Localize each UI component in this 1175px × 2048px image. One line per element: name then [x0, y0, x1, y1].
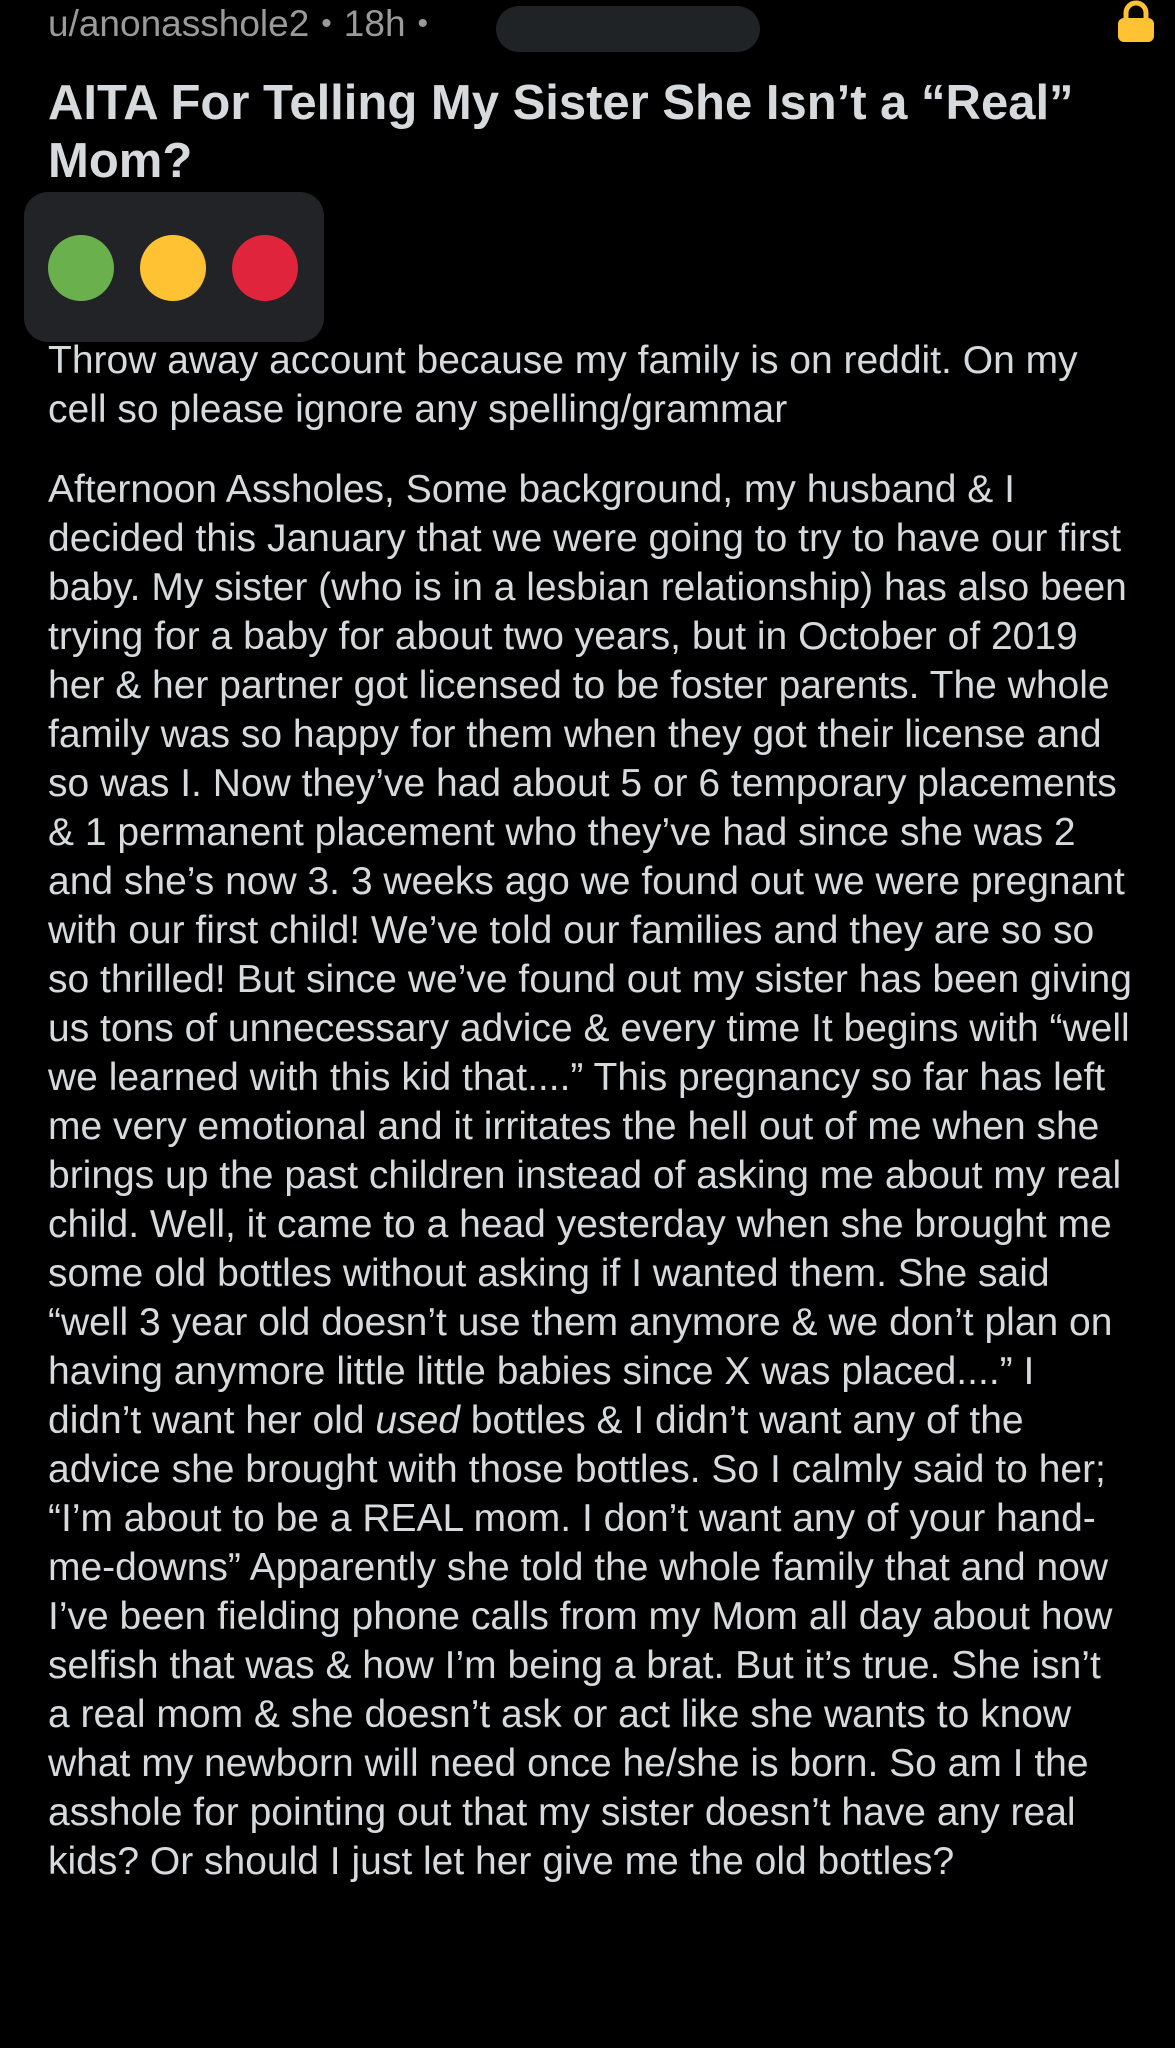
post-paragraph: Throw away account because my family is on reddit. On my cell so please ignore any spelling/grammar — [48, 339, 1078, 431]
red-circle-icon — [232, 235, 298, 301]
window-controls — [24, 192, 324, 342]
yellow-circle-icon — [140, 235, 206, 301]
meta-separator: • — [417, 7, 429, 40]
paragraph-text: Afternoon Assholes, Some background, my husband & I decided this January that we were going to try to have our first baby. My sister (who is in a lesbian relationship) has also been trying for a baby for about two years, but in October of 2019 her & her partner got licensed to be foster parents. The whole family was so happy for them when they got their license and so was I. Now they’ve had about 5 or 6 temporary placements & 1 permanent placement who they’ve had since she was 2 and she’s now 3. 3 weeks ago we found out we were pregnant with our first child! We’ve told our families and they are so so so thrilled! But since we’ve found out my sister has been giving us tons of unnecessary advice & every time It begins with “well we learned with this kid that....” This pregnancy so far has left me very emotional and it irritates the hell out of me when she brings up the past children instead of asking me about my real child. Well, it came to a head yesterday when she brought me some old bottles without asking if I wanted them. She said “well 3 year old doesn’t use them anymore & we don’t plan on having anymore little little babies since X was placed....” I didn’t want her old — [48, 468, 1132, 1442]
post-paragraph — [48, 465, 1133, 1886]
post-age: 18h — [343, 3, 406, 44]
post-title[interactable]: AITA For Telling My Sister She Isn’t a “Real” Mom? — [48, 76, 1074, 188]
lock-icon — [1116, 0, 1156, 42]
paragraph-text: bottles & I didn’t want any of the advice she brought with those bottles. So I calmly said to her; “I’m about to be a REAL mom. I don’t want any of your hand-me-downs” Apparently she told the whole family that and now I’ve been fielding phone calls from my Mom all day about how selfish that was & how I’m being a brat. But it’s true. She isn’t a real mom & she doesn’t ask or act like she wants to know what my newborn will need once he/she is born. So am I the asshole for pointing out that my sister doesn’t have any real kids? Or should I just let her give me the old bottles? — [48, 1399, 1113, 1883]
emphasized-text: used — [375, 1399, 460, 1442]
author-username[interactable]: u/anonasshole2 — [48, 3, 310, 44]
meta-separator: • — [321, 7, 332, 40]
green-circle-icon — [48, 235, 114, 301]
redacted-flair — [496, 6, 760, 52]
post-body — [48, 336, 1133, 1917]
post-meta — [48, 0, 440, 48]
